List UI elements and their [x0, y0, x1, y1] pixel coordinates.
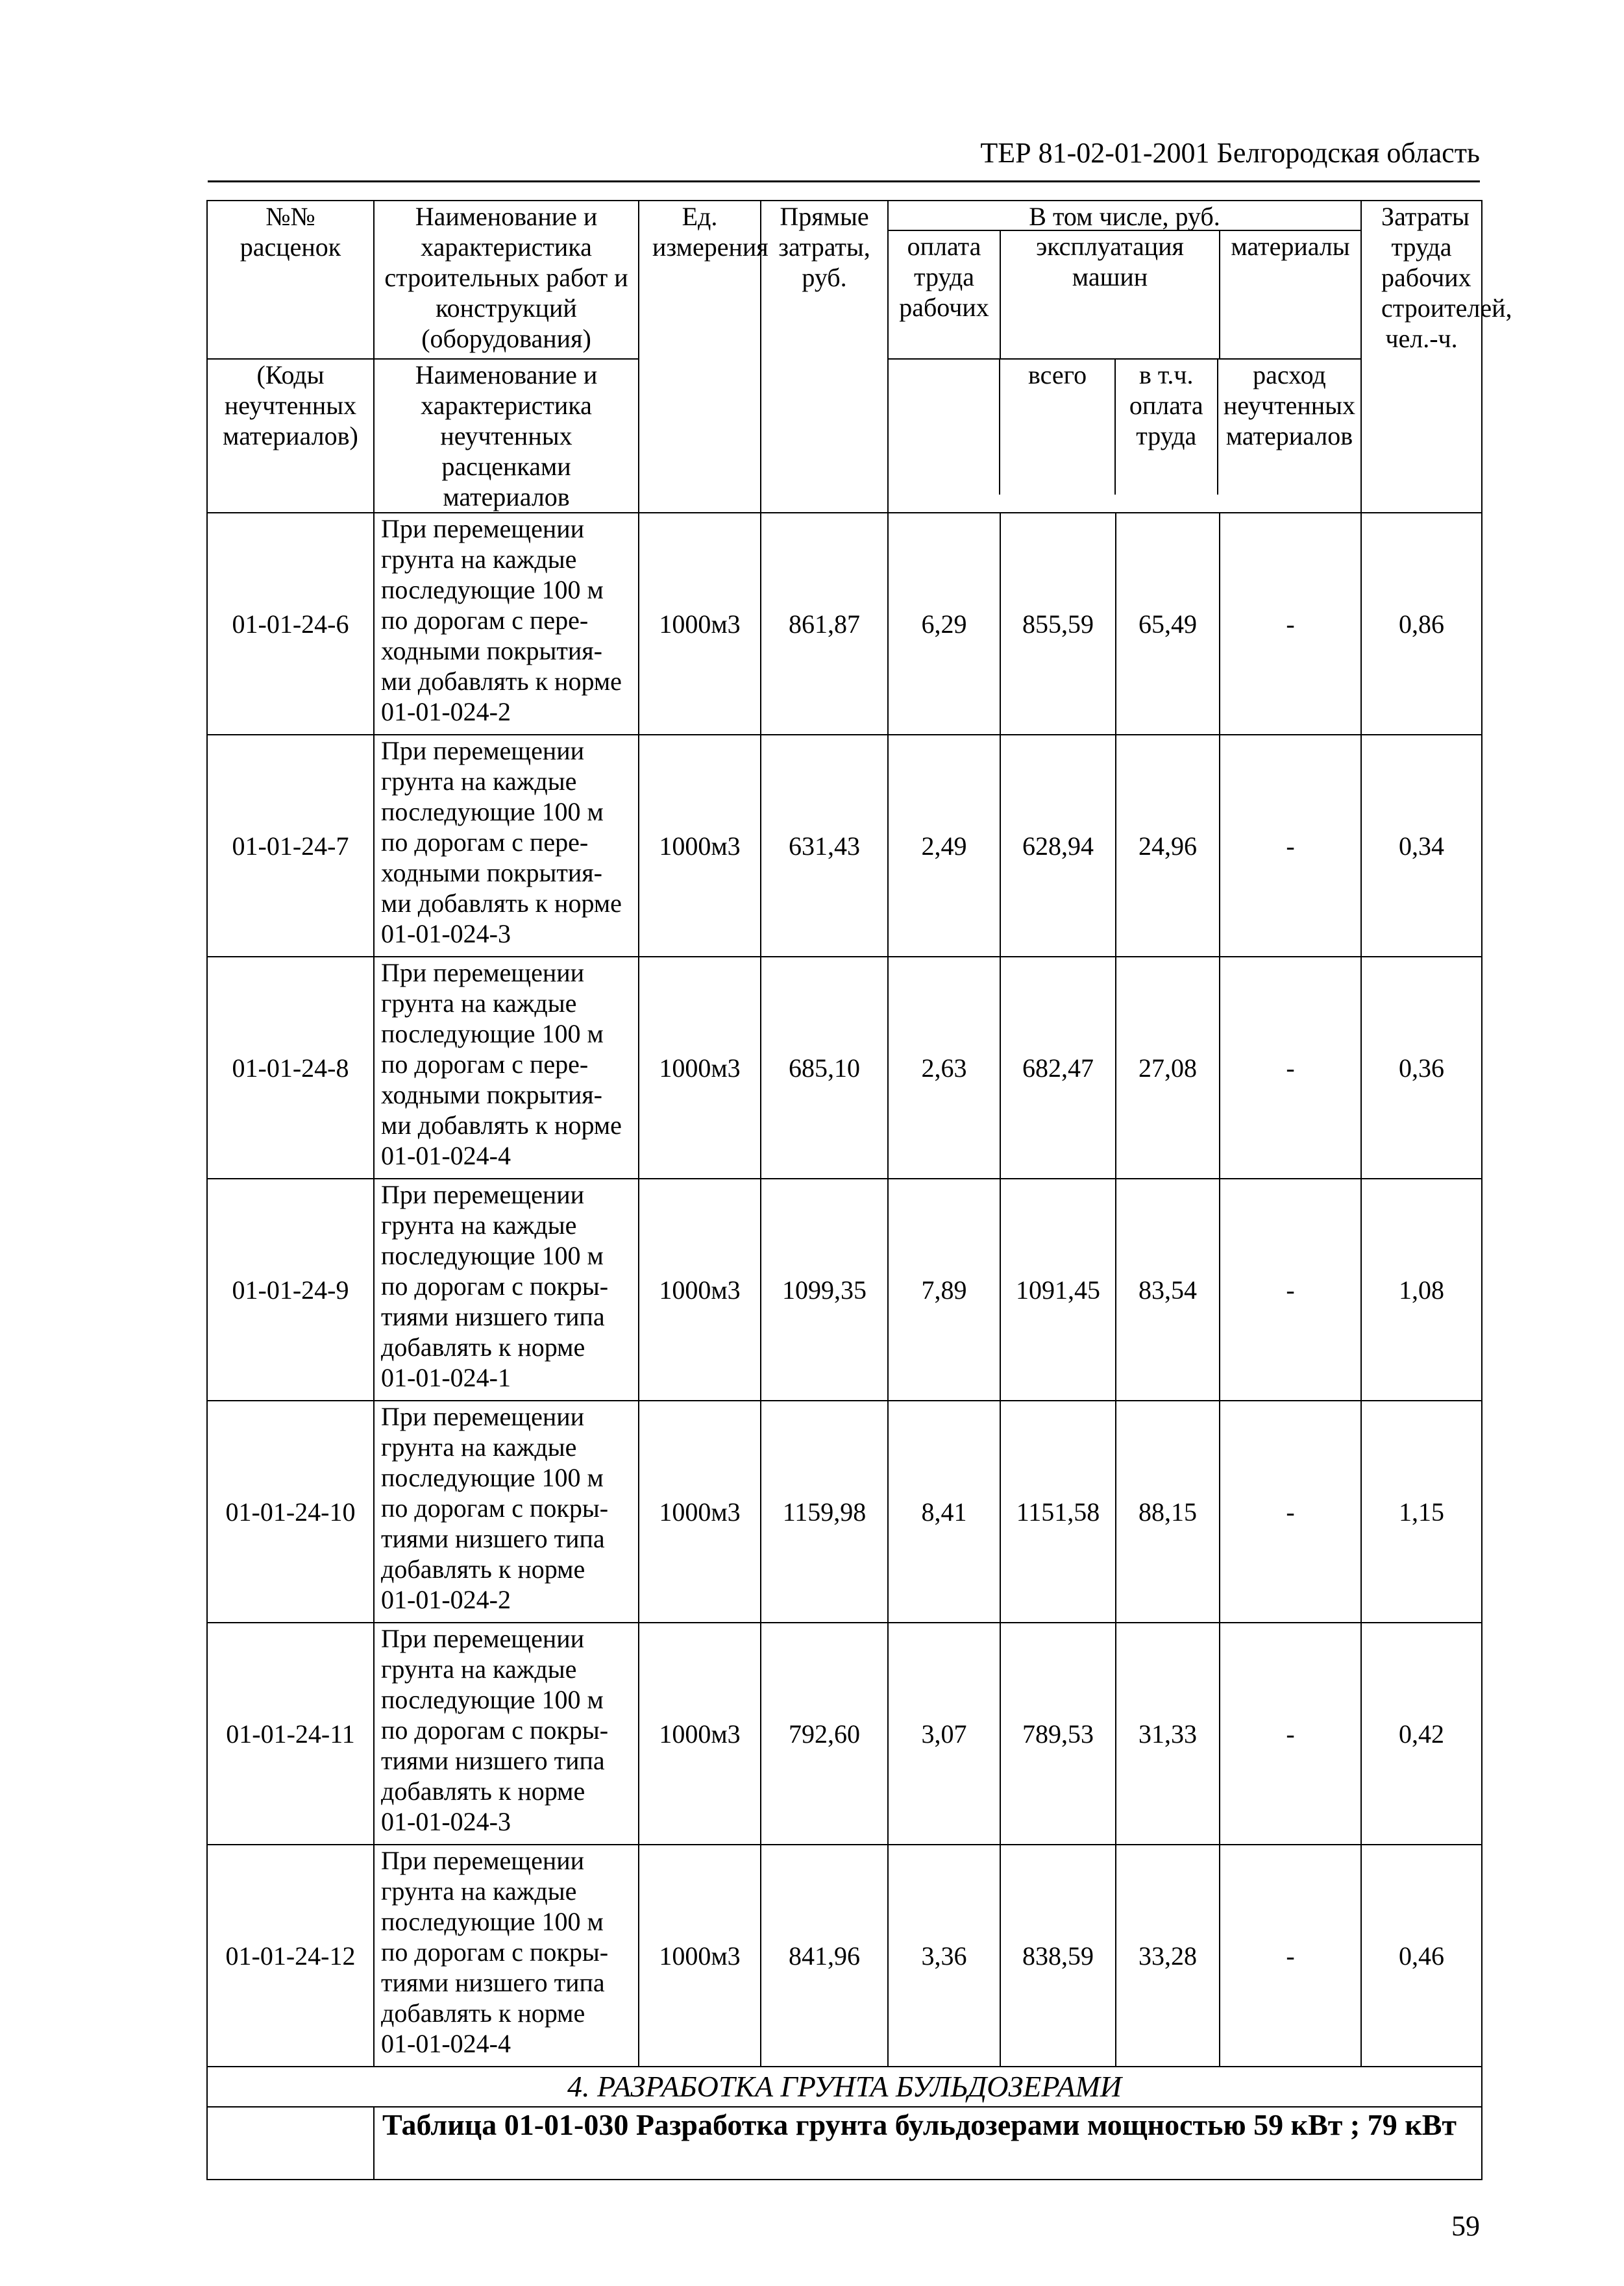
description-line: тиями низшего типа — [381, 1968, 605, 1997]
rate-labor: 1,15 — [1361, 1401, 1482, 1623]
rate-wage: 3,36 — [888, 1845, 1000, 2067]
head-machines-wage: в т.ч. оплата труда — [1116, 360, 1218, 495]
description-line: При перемещении — [381, 958, 585, 987]
rate-wage: 3,07 — [888, 1623, 1000, 1845]
rate-machines-total: 1151,58 — [1000, 1401, 1116, 1623]
rate-code: 01-01-24-12 — [207, 1845, 374, 2067]
page-number: 59 — [1451, 2210, 1480, 2242]
description-line: по дорогам с покры- — [381, 1272, 609, 1301]
subtable-code-cell — [207, 2107, 374, 2180]
rate-machines-wage: 65,49 — [1116, 513, 1220, 735]
description-line: При перемещении — [381, 514, 585, 543]
rate-machines-wage: 83,54 — [1116, 1179, 1220, 1401]
rate-materials: - — [1220, 735, 1361, 957]
table-row — [207, 1623, 1482, 1845]
rate-materials: - — [1220, 1401, 1361, 1623]
description-line: последующие 100 м — [381, 1685, 604, 1714]
rate-wage: 7,89 — [888, 1179, 1000, 1401]
rate-machines-wage: 88,15 — [1116, 1401, 1220, 1623]
rate-unit: 1000м3 — [639, 1845, 761, 2067]
description-line: тиями низшего типа — [381, 1746, 605, 1775]
description-line: ходными покрытия- — [381, 636, 602, 665]
description-line: При перемещении — [381, 1180, 585, 1209]
rate-direct-cost: 685,10 — [761, 957, 888, 1179]
description-line: ходными покрытия- — [381, 858, 602, 887]
table-row — [207, 1845, 1482, 2067]
rate-description — [374, 957, 639, 1179]
table-body — [207, 513, 1482, 2067]
rate-direct-cost: 1159,98 — [761, 1401, 888, 1623]
rate-unit: 1000м3 — [639, 1401, 761, 1623]
description-line: грунта на каждые — [381, 545, 577, 574]
description-line: последующие 100 м — [381, 797, 604, 826]
description-line: последующие 100 м — [381, 1019, 604, 1048]
table-row — [207, 1401, 1482, 1623]
rate-description — [374, 1845, 639, 2067]
description-line: 01-01-024-2 — [381, 697, 511, 726]
rate-labor: 0,34 — [1361, 735, 1482, 957]
rate-wage: 8,41 — [888, 1401, 1000, 1623]
description-line: грунта на каждые — [381, 767, 577, 796]
rate-wage: 2,49 — [888, 735, 1000, 957]
description-line: по дорогам с покры- — [381, 1493, 609, 1523]
rate-machines-total: 1091,45 — [1000, 1179, 1116, 1401]
description-line: грунта на каждые — [381, 1211, 577, 1240]
description-line: 01-01-024-4 — [381, 1141, 511, 1170]
head-incl-group — [888, 201, 1361, 359]
description-line: последующие 100 м — [381, 1241, 604, 1270]
rate-materials: - — [1220, 1179, 1361, 1401]
head-code-sub: (Коды неучтенных материалов) — [207, 359, 374, 513]
table-head — [207, 201, 1512, 513]
section-title: 4. РАЗРАБОТКА ГРУНТА БУЛЬДОЗЕРАМИ — [207, 2067, 1482, 2107]
description-line: добавлять к норме — [381, 1555, 585, 1584]
description-line: по дорогам с покры- — [381, 1937, 609, 1967]
rate-code: 01-01-24-6 — [207, 513, 374, 735]
description-line: При перемещении — [381, 1624, 585, 1653]
description-line: добавлять к норме — [381, 1998, 585, 2028]
rate-description — [374, 1401, 639, 1623]
table-row — [207, 957, 1482, 1179]
description-line: ми добавлять к норме — [381, 1111, 622, 1140]
rate-direct-cost: 861,87 — [761, 513, 888, 735]
rate-labor: 0,46 — [1361, 1845, 1482, 2067]
description-line: грунта на каждые — [381, 1654, 577, 1684]
table-row — [207, 1179, 1482, 1401]
rates-table — [206, 200, 1512, 2180]
rate-code: 01-01-24-10 — [207, 1401, 374, 1623]
rate-labor: 0,36 — [1361, 957, 1482, 1179]
head-machines-total: всего — [1000, 360, 1115, 495]
description-line: по дорогам с пере- — [381, 828, 589, 857]
description-line: грунта на каждые — [381, 1876, 577, 1906]
head-materials: материалы — [1231, 232, 1350, 261]
head-name: Наименование и характеристика строительных работ и конструкций (оборудования) — [374, 201, 639, 359]
rate-machines-wage: 27,08 — [1116, 957, 1220, 1179]
rate-machines-total: 628,94 — [1000, 735, 1116, 957]
rate-direct-cost: 792,60 — [761, 1623, 888, 1845]
head-direct: Прямые затраты, руб. — [761, 201, 888, 513]
rate-unit: 1000м3 — [639, 513, 761, 735]
rate-code: 01-01-24-8 — [207, 957, 374, 1179]
description-line: тиями низшего типа — [381, 1524, 605, 1553]
rate-machines-total: 838,59 — [1000, 1845, 1116, 2067]
head-unit: Ед. измерения — [639, 201, 761, 513]
description-line: При перемещении — [381, 1402, 585, 1431]
rate-description — [374, 513, 639, 735]
table-row — [207, 735, 1482, 957]
rate-materials: - — [1220, 1623, 1361, 1845]
description-line: 01-01-024-4 — [381, 2029, 511, 2058]
rate-materials: - — [1220, 1845, 1361, 2067]
rate-machines-wage: 33,28 — [1116, 1845, 1220, 2067]
description-line: тиями низшего типа — [381, 1302, 605, 1331]
rate-labor: 1,08 — [1361, 1179, 1482, 1401]
rate-code: 01-01-24-7 — [207, 735, 374, 957]
head-incl: В том числе, руб. — [889, 201, 1360, 231]
rate-labor: 0,42 — [1361, 1623, 1482, 1845]
page-header: ТЕР 81-02-01-2001 Белгородская область — [980, 137, 1480, 169]
description-line: ми добавлять к норме — [381, 889, 622, 918]
description-line: грунта на каждые — [381, 989, 577, 1018]
rate-unit: 1000м3 — [639, 1623, 761, 1845]
description-line: добавлять к норме — [381, 1776, 585, 1806]
header-rule — [208, 180, 1480, 182]
description-line: 01-01-024-3 — [381, 1807, 511, 1836]
description-line: ми добавлять к норме — [381, 667, 622, 696]
rate-code: 01-01-24-9 — [207, 1179, 374, 1401]
rate-wage: 6,29 — [888, 513, 1000, 735]
rate-labor: 0,86 — [1361, 513, 1482, 735]
rate-description — [374, 735, 639, 957]
description-line: ходными покрытия- — [381, 1080, 602, 1109]
rate-machines-total: 682,47 — [1000, 957, 1116, 1179]
head-machines: эксплуатация машин — [1001, 231, 1220, 358]
description-line: 01-01-024-3 — [381, 919, 511, 948]
rate-machines-total: 855,59 — [1000, 513, 1116, 735]
head-materials-sub: расход неучтенных материалов — [1223, 360, 1356, 450]
rate-direct-cost: 1099,35 — [761, 1179, 888, 1401]
rate-materials: - — [1220, 957, 1361, 1179]
head-sub-group — [888, 359, 1361, 513]
rate-description — [374, 1179, 639, 1401]
head-name-sub: Наименование и характеристика неучтенных расценками материалов — [374, 359, 639, 513]
description-line: последующие 100 м — [381, 1907, 604, 1936]
description-line: последующие 100 м — [381, 1463, 604, 1492]
rate-machines-wage: 24,96 — [1116, 735, 1220, 957]
table-row — [207, 513, 1482, 735]
description-line: грунта на каждые — [381, 1432, 577, 1462]
description-line: добавлять к норме — [381, 1333, 585, 1362]
head-wage: оплата труда рабочих — [889, 231, 1001, 358]
description-line: последующие 100 м — [381, 575, 604, 604]
subtable-title: Таблица 01-01-030 Разработка грунта бульдозерами мощностью 59 кВт ; 79 кВт — [374, 2107, 1482, 2180]
rate-code: 01-01-24-11 — [207, 1623, 374, 1845]
description-line: по дорогам с пере- — [381, 1050, 589, 1079]
rate-wage: 2,63 — [888, 957, 1000, 1179]
description-line: 01-01-024-1 — [381, 1363, 511, 1392]
rate-unit: 1000м3 — [639, 735, 761, 957]
rate-unit: 1000м3 — [639, 957, 761, 1179]
rate-direct-cost: 631,43 — [761, 735, 888, 957]
rate-materials: - — [1220, 513, 1361, 735]
rate-machines-wage: 31,33 — [1116, 1623, 1220, 1845]
description-line: 01-01-024-2 — [381, 1585, 511, 1614]
table-tail — [207, 2067, 1482, 2180]
description-line: При перемещении — [381, 1846, 585, 1875]
rate-machines-total: 789,53 — [1000, 1623, 1116, 1845]
rate-direct-cost: 841,96 — [761, 1845, 888, 2067]
description-line: по дорогам с пере- — [381, 606, 589, 635]
rate-unit: 1000м3 — [639, 1179, 761, 1401]
rate-description — [374, 1623, 639, 1845]
head-code: №№ расценок — [207, 201, 374, 359]
description-line: по дорогам с покры- — [381, 1715, 609, 1745]
description-line: При перемещении — [381, 736, 585, 765]
head-labor: Затраты труда рабочих строителей, чел.-ч. — [1361, 201, 1482, 513]
